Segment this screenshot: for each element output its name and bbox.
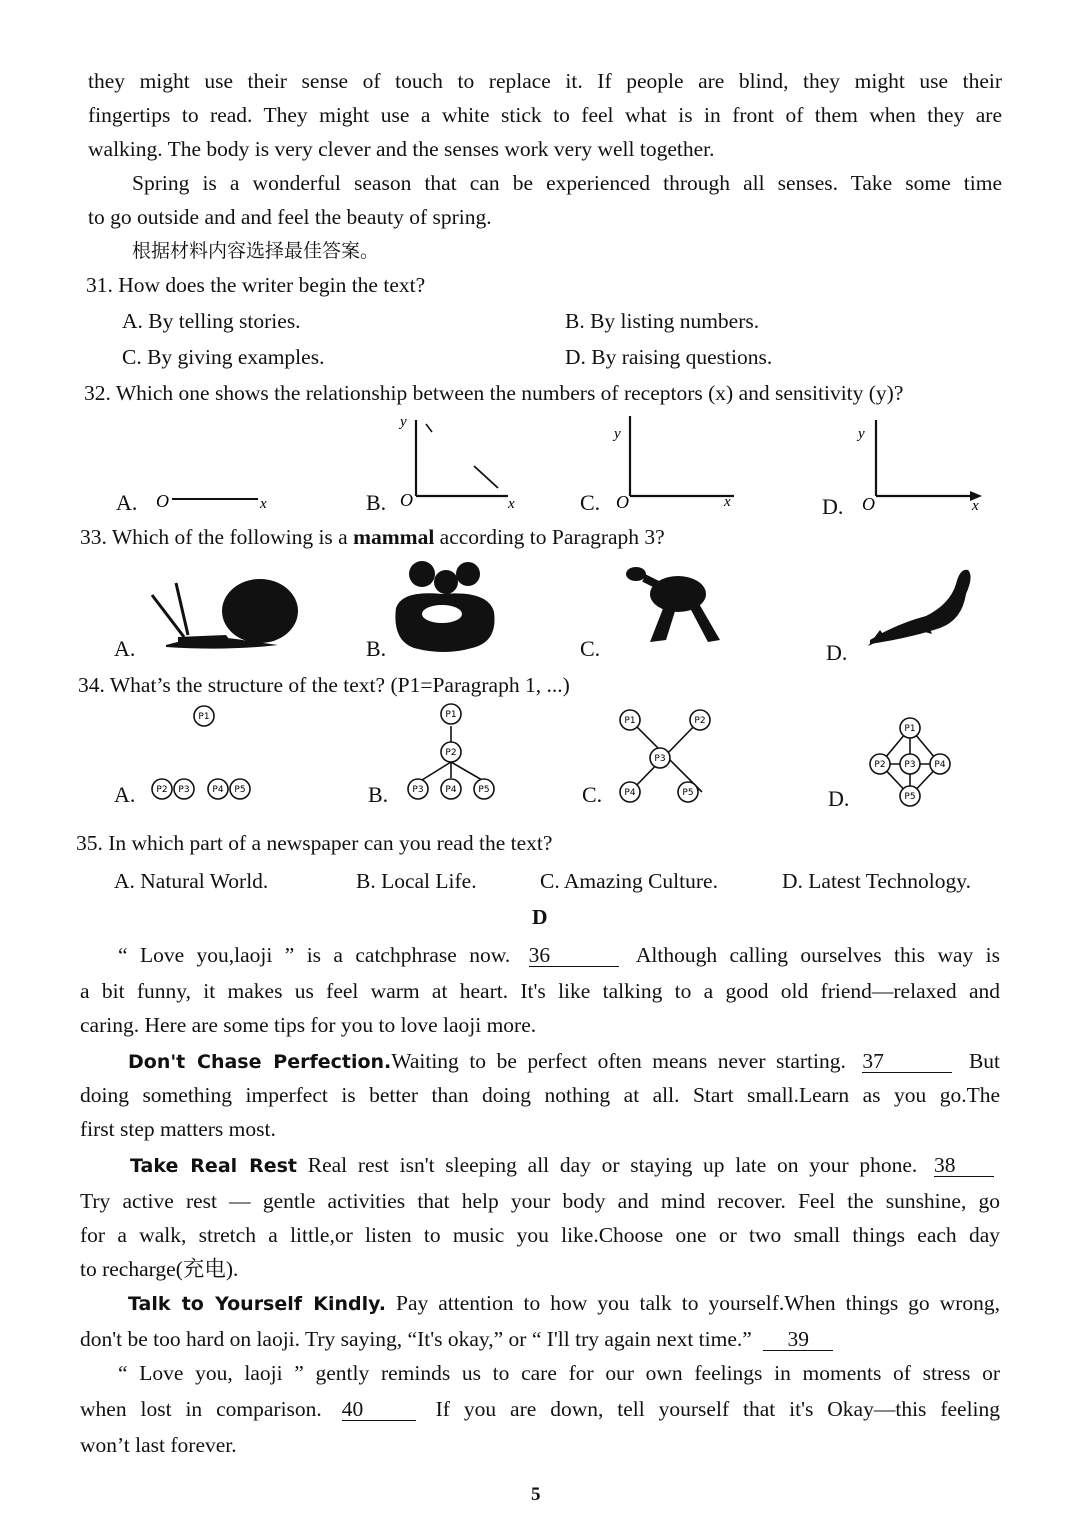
d-p1-line-1: “ Love you,laoji ” is a catchphrase now. 36 Although calling ourselves this way is (118, 943, 1001, 967)
d-p3-line-2: Try active rest — gentle activities that help your body and mind recover. Feel the sunshine, go (80, 1189, 1000, 1213)
svg-text:O: O (616, 492, 629, 512)
q34-label-d: D. (828, 786, 850, 811)
blank-36: 36 (529, 944, 619, 967)
section-d-heading: D (532, 905, 548, 929)
d-p5-line-1: “ Love you, laoji ” gently reminds us to care for our own feelings in moments of stress or (118, 1361, 1000, 1385)
d-p3-line-4: to recharge(充电). (80, 1257, 239, 1281)
page-number: 5 (531, 1484, 541, 1505)
intro-line-4: Spring is a wonderful season that can be experienced through all senses. Take some time (132, 171, 1002, 195)
q34-diagram-c (614, 700, 724, 810)
svg-text:P1: P1 (904, 724, 916, 734)
svg-text:P5: P5 (234, 785, 246, 795)
d-p1-line-3: caring. Here are some tips for you to love laoji more. (80, 1013, 537, 1037)
d-p2-line-2: doing something imperfect is better than doing nothing at all. Start small.Learn as you go.The (80, 1083, 1000, 1107)
intro-line-3: walking. The body is very clever and the senses work very well together. (88, 137, 715, 161)
q32-graph-a-origin: O (156, 491, 169, 511)
q32-stem: 32. Which one shows the relationship between the numbers of receptors (x) and sensitivity (y)? (84, 381, 904, 405)
q34-stem: 34. What’s the structure of the text? (P1=Paragraph 1, ...) (78, 673, 570, 697)
q34-label-a: A. (114, 782, 136, 807)
blank-38: 38 (934, 1154, 994, 1177)
q33-label-c: C. (580, 636, 601, 661)
q34-label-c: C. (582, 782, 603, 807)
q32-graph-b (396, 410, 536, 520)
q32-graph-a (150, 470, 280, 520)
d-p4-line-2: don't be too hard on laoji. Try saying, “It's okay,” or “ I'll try again next time.” 39 (80, 1322, 1002, 1356)
svg-text:y: y (858, 426, 865, 442)
q33-label-a: A. (114, 636, 136, 661)
q34-label-b: B. (368, 782, 389, 807)
q33-label-b: B. (366, 636, 387, 661)
q32-graph-d (856, 410, 996, 520)
q35-option-a: A. Natural World. (114, 869, 269, 893)
d-p3-line-1: Take Real Rest Real rest isn't sleeping all day or staying up late on your phone. 38 (130, 1148, 1000, 1183)
q35-option-c: C. Amazing Culture. (540, 869, 718, 893)
q32-graph-c (612, 410, 742, 520)
svg-text:P2: P2 (694, 716, 706, 726)
d-p5-line-2: when lost in comparison. 40 If you are down, tell yourself that it's Okay—this feeling (80, 1397, 1001, 1421)
q32-label-c: C. (580, 490, 601, 515)
svg-text:P1: P1 (198, 712, 210, 722)
q33-label-d: D. (826, 640, 848, 665)
q34-diagram-d (862, 710, 962, 814)
q32-label-b: B. (366, 490, 387, 515)
blank-37: 37 (862, 1050, 952, 1073)
svg-text:P5: P5 (904, 792, 916, 802)
snail-icon (148, 575, 308, 655)
svg-text:y: y (400, 414, 407, 430)
sea-turtle-icon (620, 562, 730, 646)
d-p5-line-3: won’t last forever. (80, 1433, 237, 1457)
svg-text:P5: P5 (478, 785, 490, 795)
svg-text:P4: P4 (445, 785, 457, 795)
svg-text:x: x (508, 496, 515, 512)
svg-text:P3: P3 (412, 785, 424, 795)
svg-text:P1: P1 (445, 710, 457, 720)
panda-icon (392, 560, 502, 660)
svg-text:P2: P2 (874, 760, 886, 770)
q31-option-c: C. By giving examples. (122, 345, 325, 369)
svg-text:P1: P1 (624, 716, 636, 726)
svg-text:P2: P2 (156, 785, 168, 795)
svg-text:P3: P3 (904, 760, 916, 770)
seal-icon (866, 564, 986, 650)
d-p4-line-1: Talk to Yourself Kindly. Pay attention to how you talk to yourself.When things go wrong, (128, 1291, 1000, 1315)
svg-text:P4: P4 (212, 785, 224, 795)
blank-40: 40 (342, 1398, 416, 1421)
d-p2-line-3: first step matters most. (80, 1117, 276, 1141)
instruction: 根据材料内容选择最佳答案。 (132, 240, 380, 262)
q31-option-d: D. By raising questions. (565, 345, 773, 369)
q31-option-b: B. By listing numbers. (565, 309, 760, 333)
d-p2-line-1: Don't Chase Perfection.Waiting to be perfect often means never starting. 37 But (128, 1049, 1001, 1073)
q32-graph-a-x-label: x (260, 496, 267, 512)
q31-stem: 31. How does the writer begin the text? (86, 273, 426, 297)
svg-text:y: y (614, 426, 621, 442)
svg-text:O: O (862, 494, 875, 514)
q31-option-a: A. By telling stories. (122, 309, 301, 333)
blank-39: 39 (763, 1328, 833, 1351)
svg-text:P4: P4 (934, 760, 946, 770)
intro-line-2: fingertips to read. They might use a white stick to feel what is in front of them when they are (88, 103, 1002, 127)
q32-label-d: D. (822, 494, 844, 519)
d-p1-line-2: a bit funny, it makes us feel warm at heart. It's like talking to a good old friend—relaxed and (80, 979, 1000, 1003)
svg-text:P5: P5 (682, 788, 694, 798)
q35-stem: 35. In which part of a newspaper can you read the text? (76, 831, 553, 855)
intro-line-5: to go outside and and feel the beauty of spring. (88, 205, 492, 229)
svg-text:P2: P2 (445, 748, 457, 758)
q33-stem: 33. Which of the following is a mammal according to Paragraph 3? (80, 525, 665, 549)
svg-text:O: O (400, 490, 413, 510)
q32-label-a: A. (116, 490, 138, 515)
q35-option-d: D. Latest Technology. (782, 869, 971, 893)
q34-diagram-b (400, 700, 510, 810)
intro-line-1: they might use their sense of touch to replace it. If people are blind, they might use their (88, 69, 1002, 93)
svg-text:P3: P3 (178, 785, 190, 795)
d-p3-line-3: for a walk, stretch a little,or listen to music you like.Choose one or two small things each day (80, 1223, 1000, 1247)
svg-text:P3: P3 (654, 754, 666, 764)
svg-text:x: x (724, 494, 731, 510)
q34-diagram-a (146, 700, 276, 810)
svg-text:x: x (972, 498, 979, 514)
svg-text:P4: P4 (624, 788, 636, 798)
q35-option-b: B. Local Life. (356, 869, 477, 893)
